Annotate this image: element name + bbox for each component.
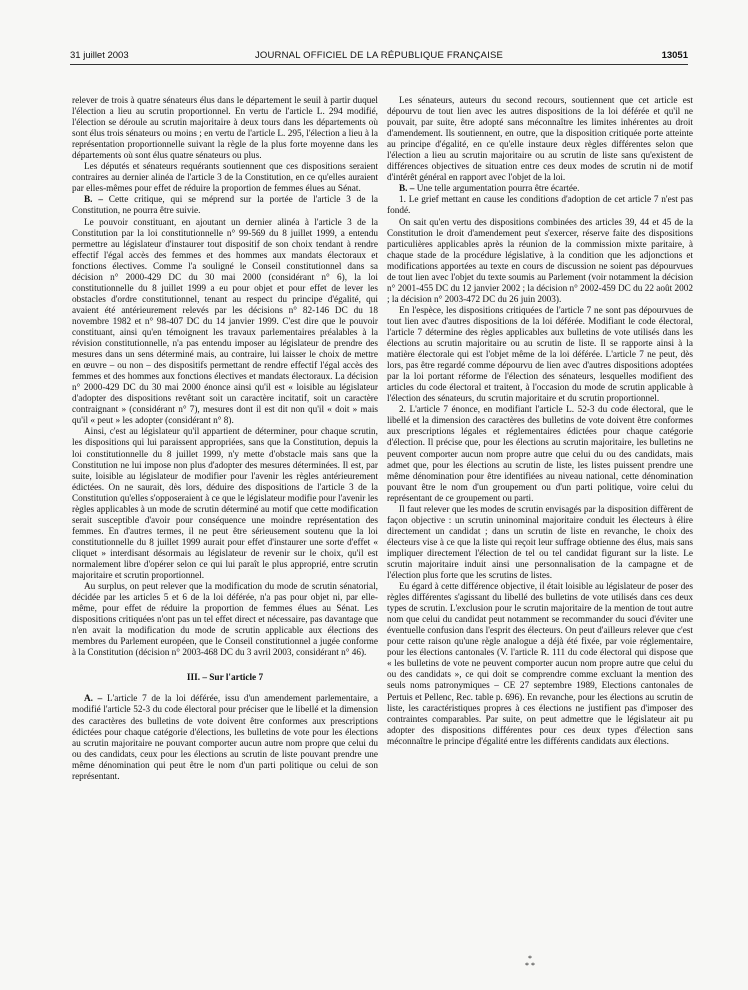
paragraph-lead: A. – (84, 694, 103, 705)
paragraph-lead: B. – (399, 184, 415, 195)
paragraph-text: Une telle argumentation pourra être écartée. (414, 184, 580, 195)
paragraph: Les députés et sénateurs requérants soutiennent que ces dispositions seraient contraires au dernier alinéa de l'article 3 de la Constitution, en ce qu'elles auraient par elles-mêmes pour effet de réduire la proportion de femmes élues au Sénat. (72, 162, 378, 195)
paragraph: En l'espèce, les dispositions critiquées de l'article 7 ne sont pas dépourvues de tout lien avec d'autres dispositions de la loi déférée. Modifiant le code électoral, l'article 7 détermine des règles applicables aux bulletins de vote utilisés dans les élections au scrutin majoritaire ou au scrutin de liste. Il se rapporte ainsi à la matière électorale qui est l'objet même de la loi déférée. L'article 7 ne peut, dès lors, pas être regardé comme dépourvu de lien avec d'autres dispositions adoptées par la loi portant réforme de l'élection des sénateurs, lesquelles modifient des articles du code électoral et traitent, à l'occasion du mode de scrutin applicable à l'élection des sénateurs, du scrutin majoritaire et du scrutin proportionnel. (387, 305, 693, 405)
paragraph: 1. Le grief mettant en cause les conditions d'adoption de cet article 7 n'est pas fondé. (387, 195, 693, 217)
paragraph (387, 184, 693, 195)
paragraph (72, 694, 378, 782)
paragraph: Il faut relever que les modes de scrutin envisagés par la disposition diffèrent de façon objective : un scrutin uninominal majoritaire conduit les électeurs à élire directement un candidat ; dans un scrutin de liste en revanche, le choix des électeurs vise à ce que la liste qui reçoit leur suffrage obtienne des élus, mais sans impliquer directement l'élection de tel ou tel candidat figurant sur la liste. Le scrutin majoritaire induit ainsi une personnalisation de la campagne et de l'élection plus forte que les scrutins de listes. (387, 504, 693, 582)
paragraph: Le pouvoir constituant, en ajoutant un dernier alinéa à l'article 3 de la Constitution par la loi constitutionnelle n° 99-569 du 8 juillet 1999, a entendu permettre au législateur d'instaurer tout dispositif de son choix tendant à rendre effectif l'égal accès des femmes et des hommes aux mandats électoraux et fonctions électives. Comme l'a souligné le Conseil constitutionnel dans sa décision n° 2000-429 DC du 30 mai 2000 (considérant n° 6), la loi constitutionnelle du 8 juillet 1999 a eu pour objet et pour effet de lever les obstacles d'ordre constitutionnel, tenant au respect du principe d'égalité, qui avaient été antérieurement relevés par les décisions n° 82-146 DC du 18 novembre 1982 et n° 98-407 DC du 14 janvier 1999. C'est dire que le pouvoir constituant, ainsi qu'en témoignent les travaux parlementaires préalables à la révision constitutionnelle, n'a pas entendu imposer au législateur de prendre des mesures dans un sens déterminé mais, au contraire, lui laisser le choix de mettre en œuvre – ou non – des dispositifs permettant de rendre effectif l'égal accès des femmes et des hommes aux fonctions électives et mandats électoraux. La décision n° 2000-429 DC du 30 mai 2000 énonce ainsi qu'il est « loisible au législateur d'adopter des dispositions revêtant soit un caractère incitatif, soit un caractère contraignant » (considérant n° 7), mesures dont il est dit non qu'il « doit » mais qu'il « peut » les adopter (considérant n° 8). (72, 217, 378, 427)
paragraph: Ainsi, c'est au législateur qu'il appartient de déterminer, pour chaque scrutin, les dispositions qui lui paraissent appropriées, sans que la Constitution, depuis la loi constitutionnelle du 8 juillet 1999, n'y mette d'obstacle mais sans que la Constitution ne lui impose non plus d'adopter des mesures déterminées. Il est, par suite, loisible au législateur de modifier pour l'avenir les règles antérieurement édictées. On ne saurait, dès lors, déduire des dispositions de l'article 3 de la Constitution qu'elles s'opposeraient à ce que le législateur modifie pour l'avenir les règles applicables à un mode de scrutin déterminé au motif que cette modification serait susceptible d'avoir pour conséquence une moindre représentation des femmes. En d'autres termes, il ne peut être sérieusement soutenu que la loi constitutionnelle du 8 juillet 1999 aurait pour effet d'instaurer une sorte d'effet « cliquet » interdisant désormais au législateur de revenir sur le choix, qu'il est normalement libre d'opérer selon ce qui lui paraît le plus approprié, entre scrutin majoritaire et scrutin proportionnel. (72, 427, 378, 582)
page-number: 13051 (661, 50, 688, 61)
paragraph-text: L'article 7 de la loi déférée, issu d'un amendement parlementaire, a modifié l'article 52-3 du code électoral pour préciser que le libellé et la dimension des caractères des bulletins de vote doivent être conformes aux prescriptions édictées pour chaque catégorie d'élections, les bulletins de vote pour les élections au scrutin majoritaire ne pouvant comporter aucun autre nom propre que celui du ou des candidats, ceux pour les élections au scrutin de liste pouvant prendre une même dénomination qui peut être le nom d'un parti politique ou celui de son représentant. (72, 694, 378, 782)
paragraph: On sait qu'en vertu des dispositions combinées des articles 39, 44 et 45 de la Constitution le droit d'amendement peut s'exercer, réserve faite des dispositions particulières applicables après la réunion de la commission mixte paritaire, à chaque stade de la procédure législative, à la condition que les adjonctions et modifications apportées au texte en cours de discussion ne soient pas dépourvues de tout lien avec l'objet du texte soumis au Parlement (voir notamment la décision n° 2001-455 DC du 12 janvier 2002 ; la décision n° 2002-459 DC du 22 août 2002 ; la décision n° 2003-472 DC du 26 juin 2003). (387, 217, 693, 305)
paragraph: Les sénateurs, auteurs du second recours, soutiennent que cet article est dépourvu de tout lien avec les autres dispositions de la loi déférée et qu'il ne pouvait, par suite, être adopté sans méconnaître les limites inhérentes au droit d'amendement. Ils soutiennent, en outre, que la disposition critiquée porte atteinte au principe d'égalité, en ce qu'elle instaure deux règles différentes selon que l'élection a lieu au scrutin majoritaire ou au scrutin de liste sans qu'existent de différences objectives de situation entre ces deux modes de scrutin ni de motif d'intérêt général en rapport avec l'objet de la loi. (387, 96, 693, 184)
paragraph-lead: B. – (84, 195, 103, 206)
left-column (72, 96, 378, 976)
header-rule (70, 64, 688, 65)
header-title: JOURNAL OFFICIEL DE LA RÉPUBLIQUE FRANÇAISE (254, 50, 504, 61)
paragraph: Au surplus, on peut relever que la modification du mode de scrutin sénatorial, décidée par les articles 5 et 6 de la loi déférée, n'a pas pour objet ni, par elle-même, pour effet de réduire la proportion de femmes élues au Sénat. Les dispositions critiquées n'ont pas un tel effet direct et nécessaire, pas davantage que n'en avait la modification du mode de scrutin applicable aux élections des membres du Parlement européen, que le Conseil constitutionnel a jugée conforme à la Constitution (décision n° 2003-468 DC du 3 avril 2003, considérant n° 46). (72, 582, 378, 659)
section-separator: * * * (525, 954, 535, 970)
header-date: 31 juillet 2003 (70, 50, 129, 61)
paragraph (72, 195, 378, 217)
section-title: III. – Sur l'article 7 (186, 673, 264, 684)
paragraph: 2. L'article 7 énonce, en modifiant l'article L. 52-3 du code électoral, que le libellé et la dimension des caractères des bulletins de vote doivent être conformes aux prescriptions légales et réglementaires édictées pour chaque catégorie d'élection. Il précise que, pour les élections au scrutin majoritaire, les bulletins ne peuvent comporter aucun nom propre autre que celui du ou des candidats, mais admet que, pour les élections au scrutin de liste, les listes puissent prendre une même dénomination pour être identifiées au niveau national, cette dénomination pouvant être le nom d'un groupement ou d'un parti politique, voire celui du représentant de ce groupement ou parti. (387, 405, 693, 504)
paragraph-text: Cette critique, qui se méprend sur la portée de l'article 3 de la Constitution, ne pourra être suivie. (72, 195, 378, 217)
right-column (387, 96, 693, 976)
paragraph: Eu égard à cette différence objective, il était loisible au législateur de poser des règles différentes s'agissant du libellé des bulletins de vote utilisés dans ces deux types de scrutin. L'exclusion pour le scrutin majoritaire de la mention de tout autre nom que celui du candidat peut notamment se recommander du souci d'éviter une éventuelle confusion dans l'esprit des électeurs. On peut d'ailleurs relever que c'est pour cette raison qu'une règle analogue a déjà été fixée, par voie réglementaire, pour les élections cantonales (V. l'article R. 111 du code électoral qui dispose que « les bulletins de vote ne peuvent comporter aucun nom propre autre que celui du ou des candidats », ce qui doit se comprendre comme excluant la mention des seuls noms patronymiques – CE 27 septembre 1989, Elections cantonales de Pertuis et Pellenc, Rec. table p. 696). En revanche, pour les élections au scrutin de liste, les caractéristiques propres à ces élections ne justifient pas d'imposer des contraintes comparables. Par suite, on peut admettre que le législateur ait pu adopter des dispositions différentes pour ces deux types d'élection sans méconnaître le principe d'égalité entre les différents candidats aux élections. (387, 582, 693, 747)
paragraph: relever de trois à quatre sénateurs élus dans le département le seuil à partir duquel l'élection a lieu au scrutin proportionnel. En vertu de l'article L. 294 modifié, l'élection se déroule au scrutin majoritaire à deux tours dans les départements où sont élus trois sénateurs ou moins ; en vertu de l'article L. 295, l'élection a lieu à la représentation proportionnelle suivant la règle de la plus forte moyenne dans les départements où sont élus quatre sénateurs ou plus. (72, 96, 378, 162)
